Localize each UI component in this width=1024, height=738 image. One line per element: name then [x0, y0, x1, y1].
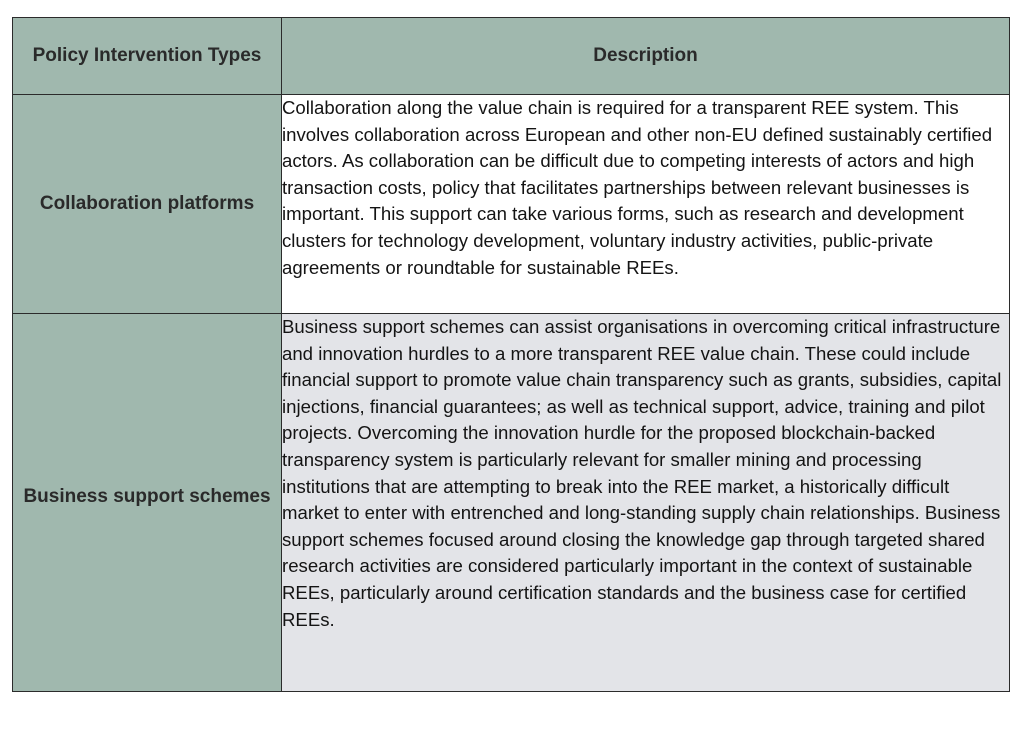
table-header-row [13, 18, 1010, 95]
table-row [13, 95, 1010, 314]
row-description: Business support schemes can assist organisations in overcoming critical infrastructure and innovation hurdles to a more transparent REE value chain. These could include financial support to promote value chain transparency such as grants, subsidies, capital injections, financial guarantees; as well as technical support, advice, training and pilot projects. Overcoming the innovation hurdle for the proposed blockchain-backed transparency system is particularly relevant for smaller mining and processing institutions that are attempting to break into the REE market, a historically difficult market to enter with entrenched and long-standing supply chain relationships. Business support schemes focused around closing the knowledge gap through targeted shared research activities are considered particularly important in the context of sustainable REEs, particularly around certification standards and the business case for certified REEs. [282, 314, 1010, 692]
header-description: Description [282, 18, 1010, 95]
row-type-business-support-schemes: Business support schemes [13, 314, 282, 692]
header-policy-intervention-types: Policy Intervention Types [13, 18, 282, 95]
policy-intervention-table [12, 17, 1010, 692]
row-description: Collaboration along the value chain is required for a transparent REE system. This involves collaboration across European and other non-EU defined sustainably certified actors. As collaboration can be difficult due to competing interests of actors and high transaction costs, policy that facilitates partnerships between relevant businesses is important. This support can take various forms, such as research and development clusters for technology development, voluntary industry activities, public-private agreements or roundtable for sustainable REEs. [282, 95, 1010, 314]
row-type-collaboration-platforms: Collaboration platforms [13, 95, 282, 314]
table-row [13, 314, 1010, 692]
